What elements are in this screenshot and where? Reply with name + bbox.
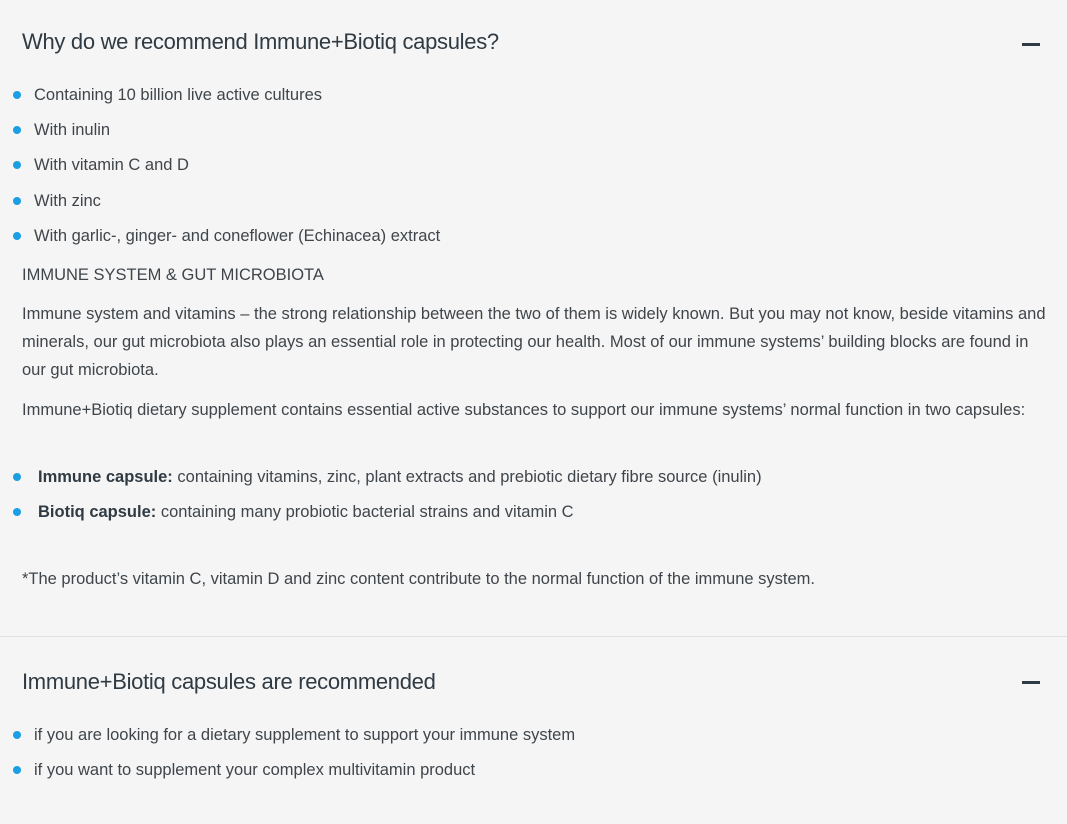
bullet-dot-icon [13,766,21,774]
list-item: With garlic-, ginger- and coneflower (Echinacea) extract [0,224,1040,259]
list-item-immune-capsule [0,465,1040,500]
capsules-list [0,465,1040,535]
list-item: Containing 10 billion live active cultures [0,83,1040,118]
list-item: With vitamin C and D [0,153,1040,188]
capsule-name: Biotiq capsule: [38,503,157,522]
list-item: if you are looking for a dietary supplement to support your immune system [0,723,1040,758]
collapse-button-why-recommend[interactable] [1022,33,1040,55]
bullet-dot-icon [13,731,21,739]
bullet-dot-icon [13,91,21,99]
collapse-button-recommended-for[interactable] [1022,671,1040,693]
recommended-for-list [0,723,1040,793]
minus-icon [1022,43,1040,46]
bullet-dot-icon [13,473,21,481]
list-item: With inulin [0,118,1040,153]
minus-icon [1022,681,1040,684]
bullet-dot-icon [13,161,21,169]
list-item: if you want to supplement your complex multivitamin product [0,758,1040,793]
paragraph-supplement-description: Immune+Biotiq dietary supplement contains essential active substances to support our immune systems’ normal function in two capsules: [22,401,1026,419]
accordion-section-recommended-for [0,637,1067,824]
section-title-why-recommend[interactable]: Why do we recommend Immune+Biotiq capsules? [22,29,499,54]
bullet-dot-icon [13,508,21,516]
bullet-dot-icon [13,197,21,205]
bullet-dot-icon [13,126,21,134]
list-item-biotiq-capsule [0,500,1040,535]
capsule-description: containing vitamins, zinc, plant extracts and prebiotic dietary fibre source (inulin) [177,468,762,486]
subheading-immune-gut: IMMUNE SYSTEM & GUT MICROBIOTA [22,266,324,284]
bullet-dot-icon [13,232,21,240]
list-item: With zinc [0,189,1040,224]
section-title-recommended-for[interactable]: Immune+Biotiq capsules are recommended [22,669,436,694]
capsule-description: containing many probiotic bacterial strains and vitamin C [160,503,574,522]
paragraph-immune-vitamins: Immune system and vitamins – the strong relationship between the two of them is widely known. But you may not know, beside vitamins and minerals, our gut microbiota also plays an essential role in protecting our health. Most of our immune systems’ building blocks are found in our gut microbiota. [22,305,1046,379]
footnote: *The product’s vitamin C, vitamin D and zinc content contribute to the normal function of the immune system. [22,570,815,588]
capsule-name: Immune capsule: [38,468,173,486]
benefits-list [0,83,1040,259]
